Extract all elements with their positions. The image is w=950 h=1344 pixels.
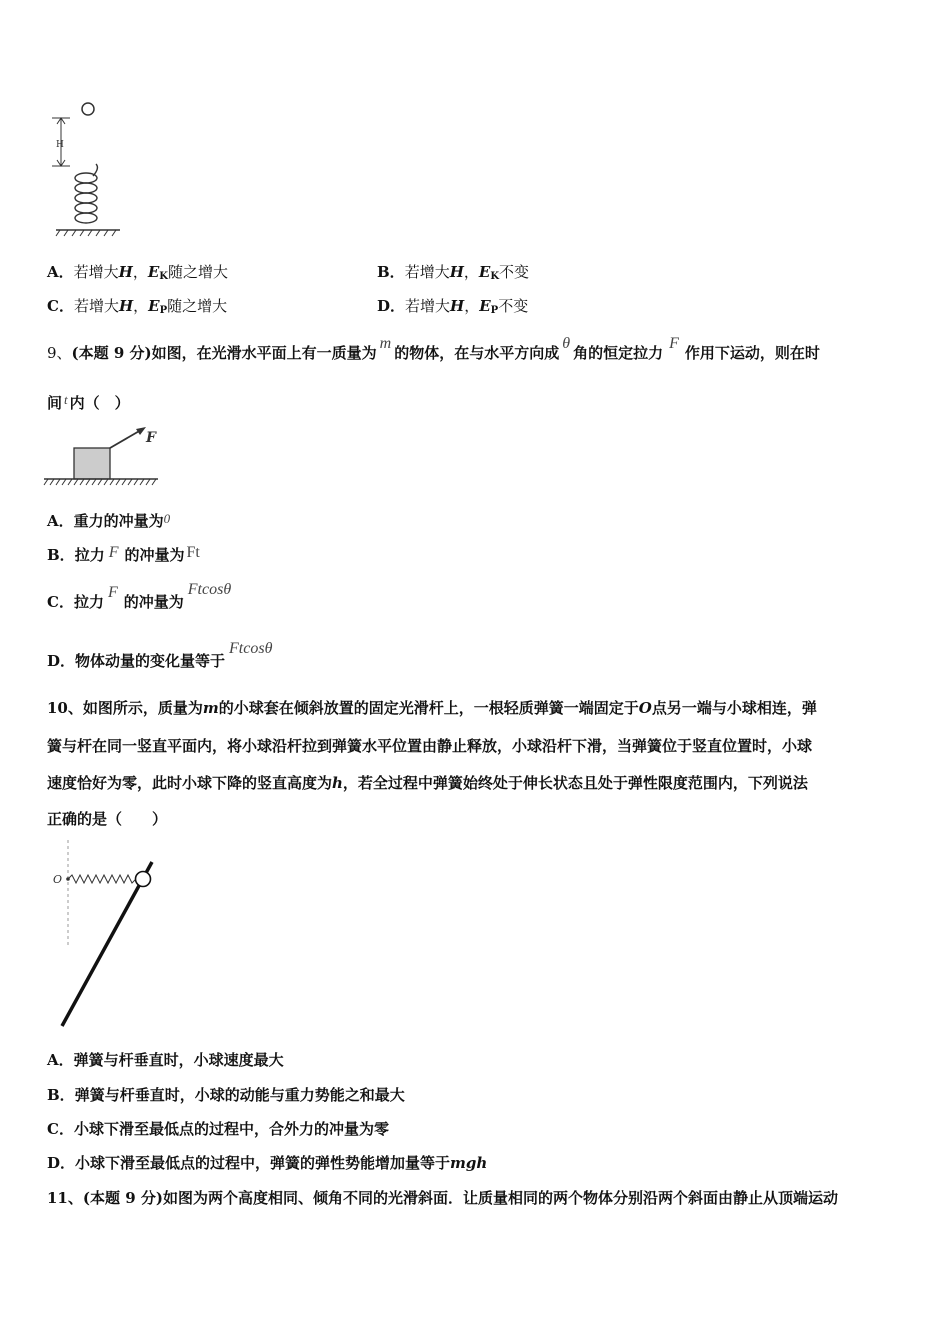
- q8-option-a[interactable]: A．若增大H，$E_K$随之增大: [47, 263, 229, 282]
- q10-option-c[interactable]: C．小球下滑至最低点的过程中，合外力的冲量为零: [47, 1120, 389, 1138]
- force-label: F: [146, 430, 156, 446]
- q10-option-d[interactable]: D．小球下滑至最低点的过程中，弹簧的弹性势能增加量等于mgh: [47, 1154, 488, 1172]
- q10-option-b[interactable]: B．弹簧与杆垂直时，小球的动能与重力势能之和最大: [47, 1086, 405, 1104]
- q11-stem-line1: 11、(本题 9 分)如图为两个高度相同、倾角不同的光滑斜面．让质量相同的两个物体分别沿两个斜面由静止从顶端运动: [47, 1189, 838, 1207]
- block-force-figure: [44, 424, 174, 488]
- q9-stem-line1: 9、(本题 9 分)如图，在光滑水平面上有一质量为m的物体，在与水平方向成θ角的恒定拉力F作用下运动，则在时: [47, 335, 820, 362]
- q8-option-c[interactable]: C．若增大H，$E_P$随之增大: [47, 297, 228, 316]
- spring-ball-figure: [48, 100, 128, 240]
- q9-option-b[interactable]: B．拉力 F 的冲量为 Ft: [47, 544, 200, 564]
- q9-option-a[interactable]: A．重力的冲量为0: [47, 511, 171, 530]
- q10-stem-line3: 速度恰好为零，此时小球下降的竖直高度为h，若全过程中弹簧始终处于伸长状态且处于弹性限度范围内，下列说法: [47, 774, 808, 792]
- q8-option-d[interactable]: D．若增大H，$E_P$不变: [377, 297, 529, 316]
- q9-stem-line2: 间 t 内（ ）: [47, 392, 130, 412]
- q10-stem-line2: 簧与杆在同一竖直平面内，将小球沿杆拉到弹簧水平位置由静止释放，小球沿杆下滑，当弹簧位于竖直位置时，小球: [47, 737, 813, 755]
- pivot-label: O: [53, 873, 63, 886]
- q10-option-a[interactable]: A．弹簧与杆垂直时，小球速度最大: [47, 1051, 284, 1069]
- spring-rod-figure: [52, 838, 162, 1030]
- q8-option-b[interactable]: B．若增大H，$E_K$不变: [377, 263, 530, 282]
- q10-stem-line1: 10、如图所示，质量为m的小球套在倾斜放置的固定光滑杆上，一根轻质弹簧一端固定于O点另一端与小球相连，弹: [47, 699, 817, 717]
- height-label: H: [56, 140, 64, 150]
- q9-option-c[interactable]: C．拉力F的冲量为Ftcosθ: [47, 581, 232, 611]
- q9-option-d[interactable]: D．物体动量的变化量等于Ftcosθ: [47, 640, 273, 670]
- q10-stem-line4: 正确的是（ ）: [47, 810, 168, 828]
